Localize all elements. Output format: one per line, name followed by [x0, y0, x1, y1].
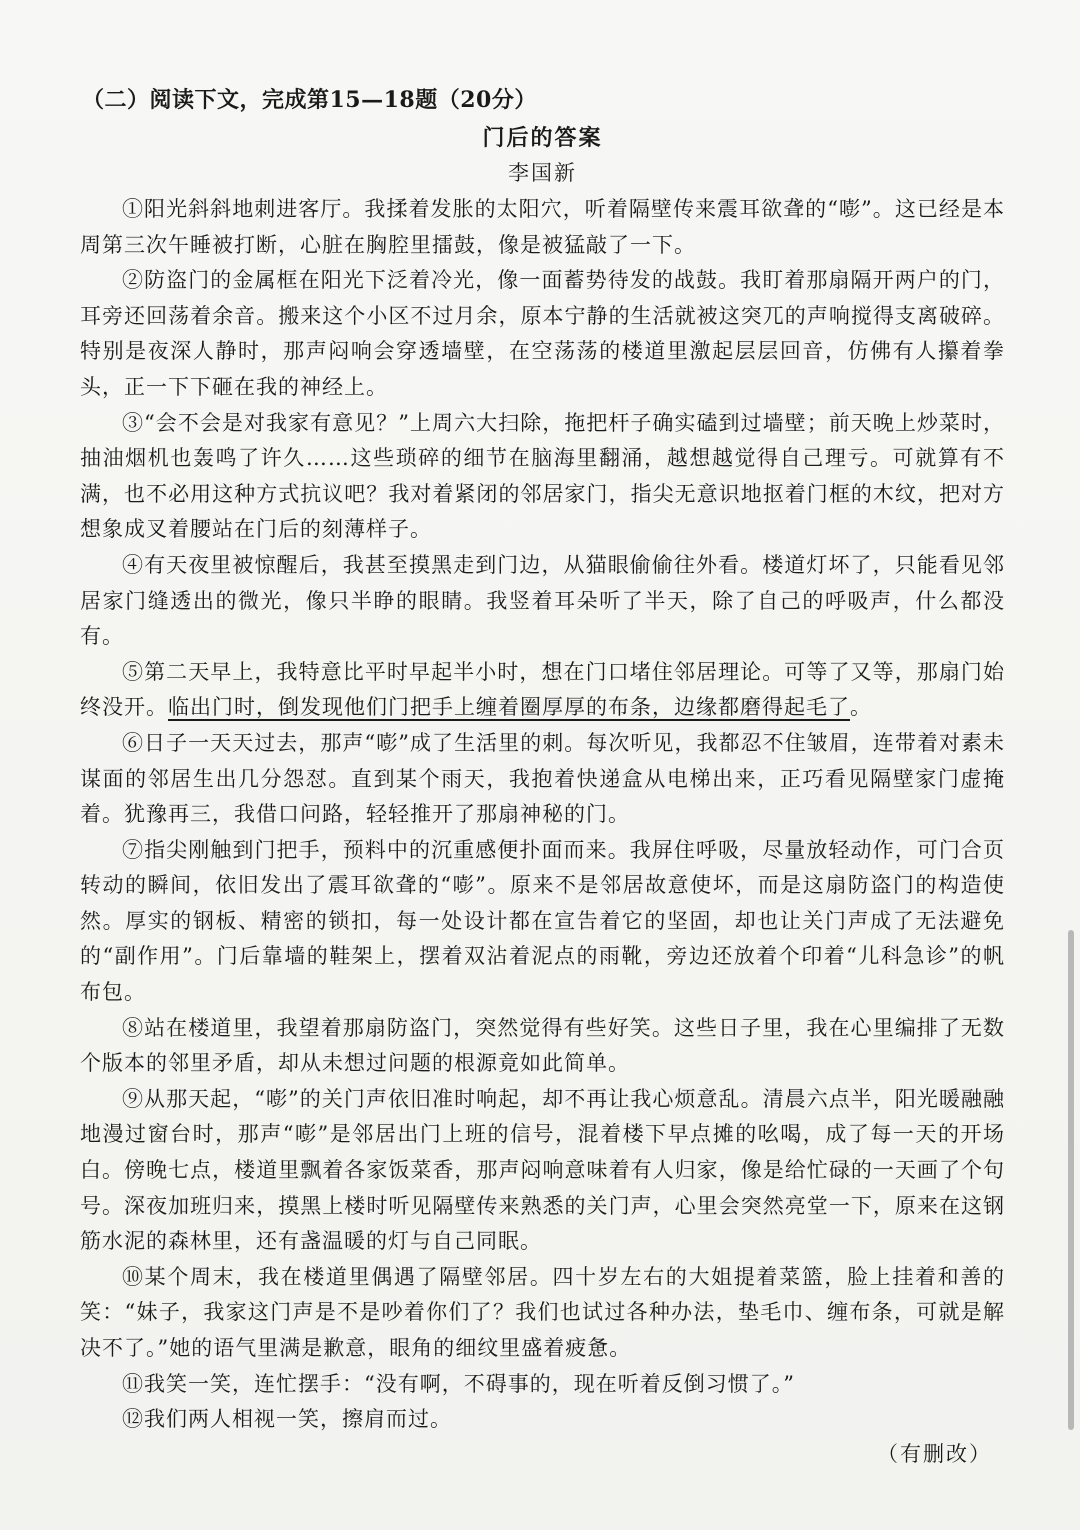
paragraph-8: ⑧站在楼道里，我望着那扇防盗门，突然觉得有些好笑。这些日子里，我在心里编排了无数个版本的邻里矛盾，却从未想过问题的根源竟如此简单。: [80, 1015, 1005, 1076]
paragraph-5-text: ⑤第二天早上，我特意比平时早起半小时，想在门口堵住邻居理论。可等了又等，那扇门始终没开。: [80, 659, 1005, 720]
paragraph-9: ⑨从那天起，“嘭”的关门声依旧准时响起，却不再让我心烦意乱。清晨六点半，阳光暖融融地漫过窗台时，那声“嘭”是邻居出门上班的信号，混着楼下早点摊的吆喝，成了每一天的开场白。傍晚七点，楼道里飘着各家饭菜香，那声闷响意味着有人归家，像是给忙碌的一天画了个句号。深夜加班归来，摸黑上楼时听见隔壁传来熟悉的关门声，心里会突然亮堂一下，原来在这钢筋水泥的森林里，还有盏温暖的灯与自己同眠。: [80, 1086, 1005, 1254]
paragraph-6: ⑥日子一天天过去，那声“嘭”成了生活里的刺。每次听见，我都忍不住皱眉，连带着对素未谋面的邻居生出几分怨怼。直到某个雨天，我抱着快递盒从电梯出来，正巧看见隔壁家门虚掩着。犹豫再三，我借口问路，轻轻推开了那扇神秘的门。: [80, 730, 1005, 827]
scrollbar[interactable]: [1068, 930, 1074, 1430]
paragraph-7: ⑦指尖刚触到门把手，预料中的沉重感便扑面而来。我屏住呼吸，尽量放轻动作，可门合页转动的瞬间，依旧发出了震耳欲聋的“嘭”。原来不是邻居故意使坏，而是这扇防盗门的构造使然。厚实的钢板、精密的锁扣，每一处设计都在宣告着它的坚固，却也让关门声成了无法避免的“副作用”。门后靠墙的鞋架上，摆着双沾着泥点的雨靴，旁边还放着个印着“儿科急诊”的帆布包。: [80, 837, 1005, 1005]
paragraph-11: ⑪我笑一笑，连忙摆手：“没有啊，不碍事的，现在听着反倒习惯了。”: [122, 1371, 795, 1396]
reading-passage: [80, 82, 1005, 1438]
paragraph-10: ⑩某个周末，我在楼道里偶遇了隔壁邻居。四十岁左右的大姐提着菜篮，脸上挂着和善的笑：“妹子，我家这门声是不是吵着你们了？我们也试过各种办法，垫毛巾、缠布条，可就是解决不了。”她的语气里满是歉意，眼角的细纹里盛着疲惫。: [80, 1264, 1005, 1360]
paragraph-2: ②防盗门的金属框在阳光下泛着冷光，像一面蓄势待发的战鼓。我盯着那扇隔开两户的门，耳旁还回荡着余音。搬来这个小区不过月余，原本宁静的生活就被这突兀的声响搅得支离破碎。特别是夜深人静时，那声闷响会穿透墙壁，在空荡荡的楼道里激起层层回音，仿佛有人攥着拳头，正一下下砸在我的神经上。: [80, 268, 1005, 399]
paragraph-5: [80, 655, 1005, 726]
paragraph-5-end: 。: [850, 695, 872, 720]
section-title: （二）阅读下文，完成第15—18题（20分）: [82, 87, 537, 113]
source-note: （有删改）: [877, 1442, 992, 1466]
paragraph-5-underlined-sentence: 临出门时，倒发现他们门把手上缠着圈厚厚的布条，边缘都磨得起毛了: [168, 695, 850, 720]
paragraph-12: ⑫我们两人相视一笑，擦肩而过。: [122, 1407, 452, 1432]
paragraph-1: ①阳光斜斜地刺进客厅。我揉着发胀的太阳穴，听着隔壁传来震耳欲聋的“嘭”。这已经是本周第三次午睡被打断，心脏在胸腔里擂鼓，像是被猛敲了一下。: [80, 197, 1005, 257]
paragraph-3: ③“会不会是对我家有意见？”上周六大扫除，拖把杆子确实磕到过墙壁；前天晚上炒菜时，抽油烟机也轰鸣了许久……这些琐碎的细节在脑海里翻涌，越想越觉得自己理亏。可就算有不满，也不必用这种方式抗议吧？我对着紧闭的邻居家门，指尖无意识地抠着门框的木纹，把对方想象成叉着腰站在门后的刻薄样子。: [80, 410, 1005, 542]
article-title: 门后的答案: [482, 125, 603, 151]
article-author: 李国新: [508, 161, 577, 185]
paragraph-4: ④有天夜里被惊醒后，我甚至摸黑走到门边，从猫眼偷偷往外看。楼道灯坏了，只能看见邻居家门缝透出的微光，像只半睁的眼睛。我竖着耳朵听了半天，除了自己的呼吸声，什么都没有。: [80, 552, 1005, 649]
